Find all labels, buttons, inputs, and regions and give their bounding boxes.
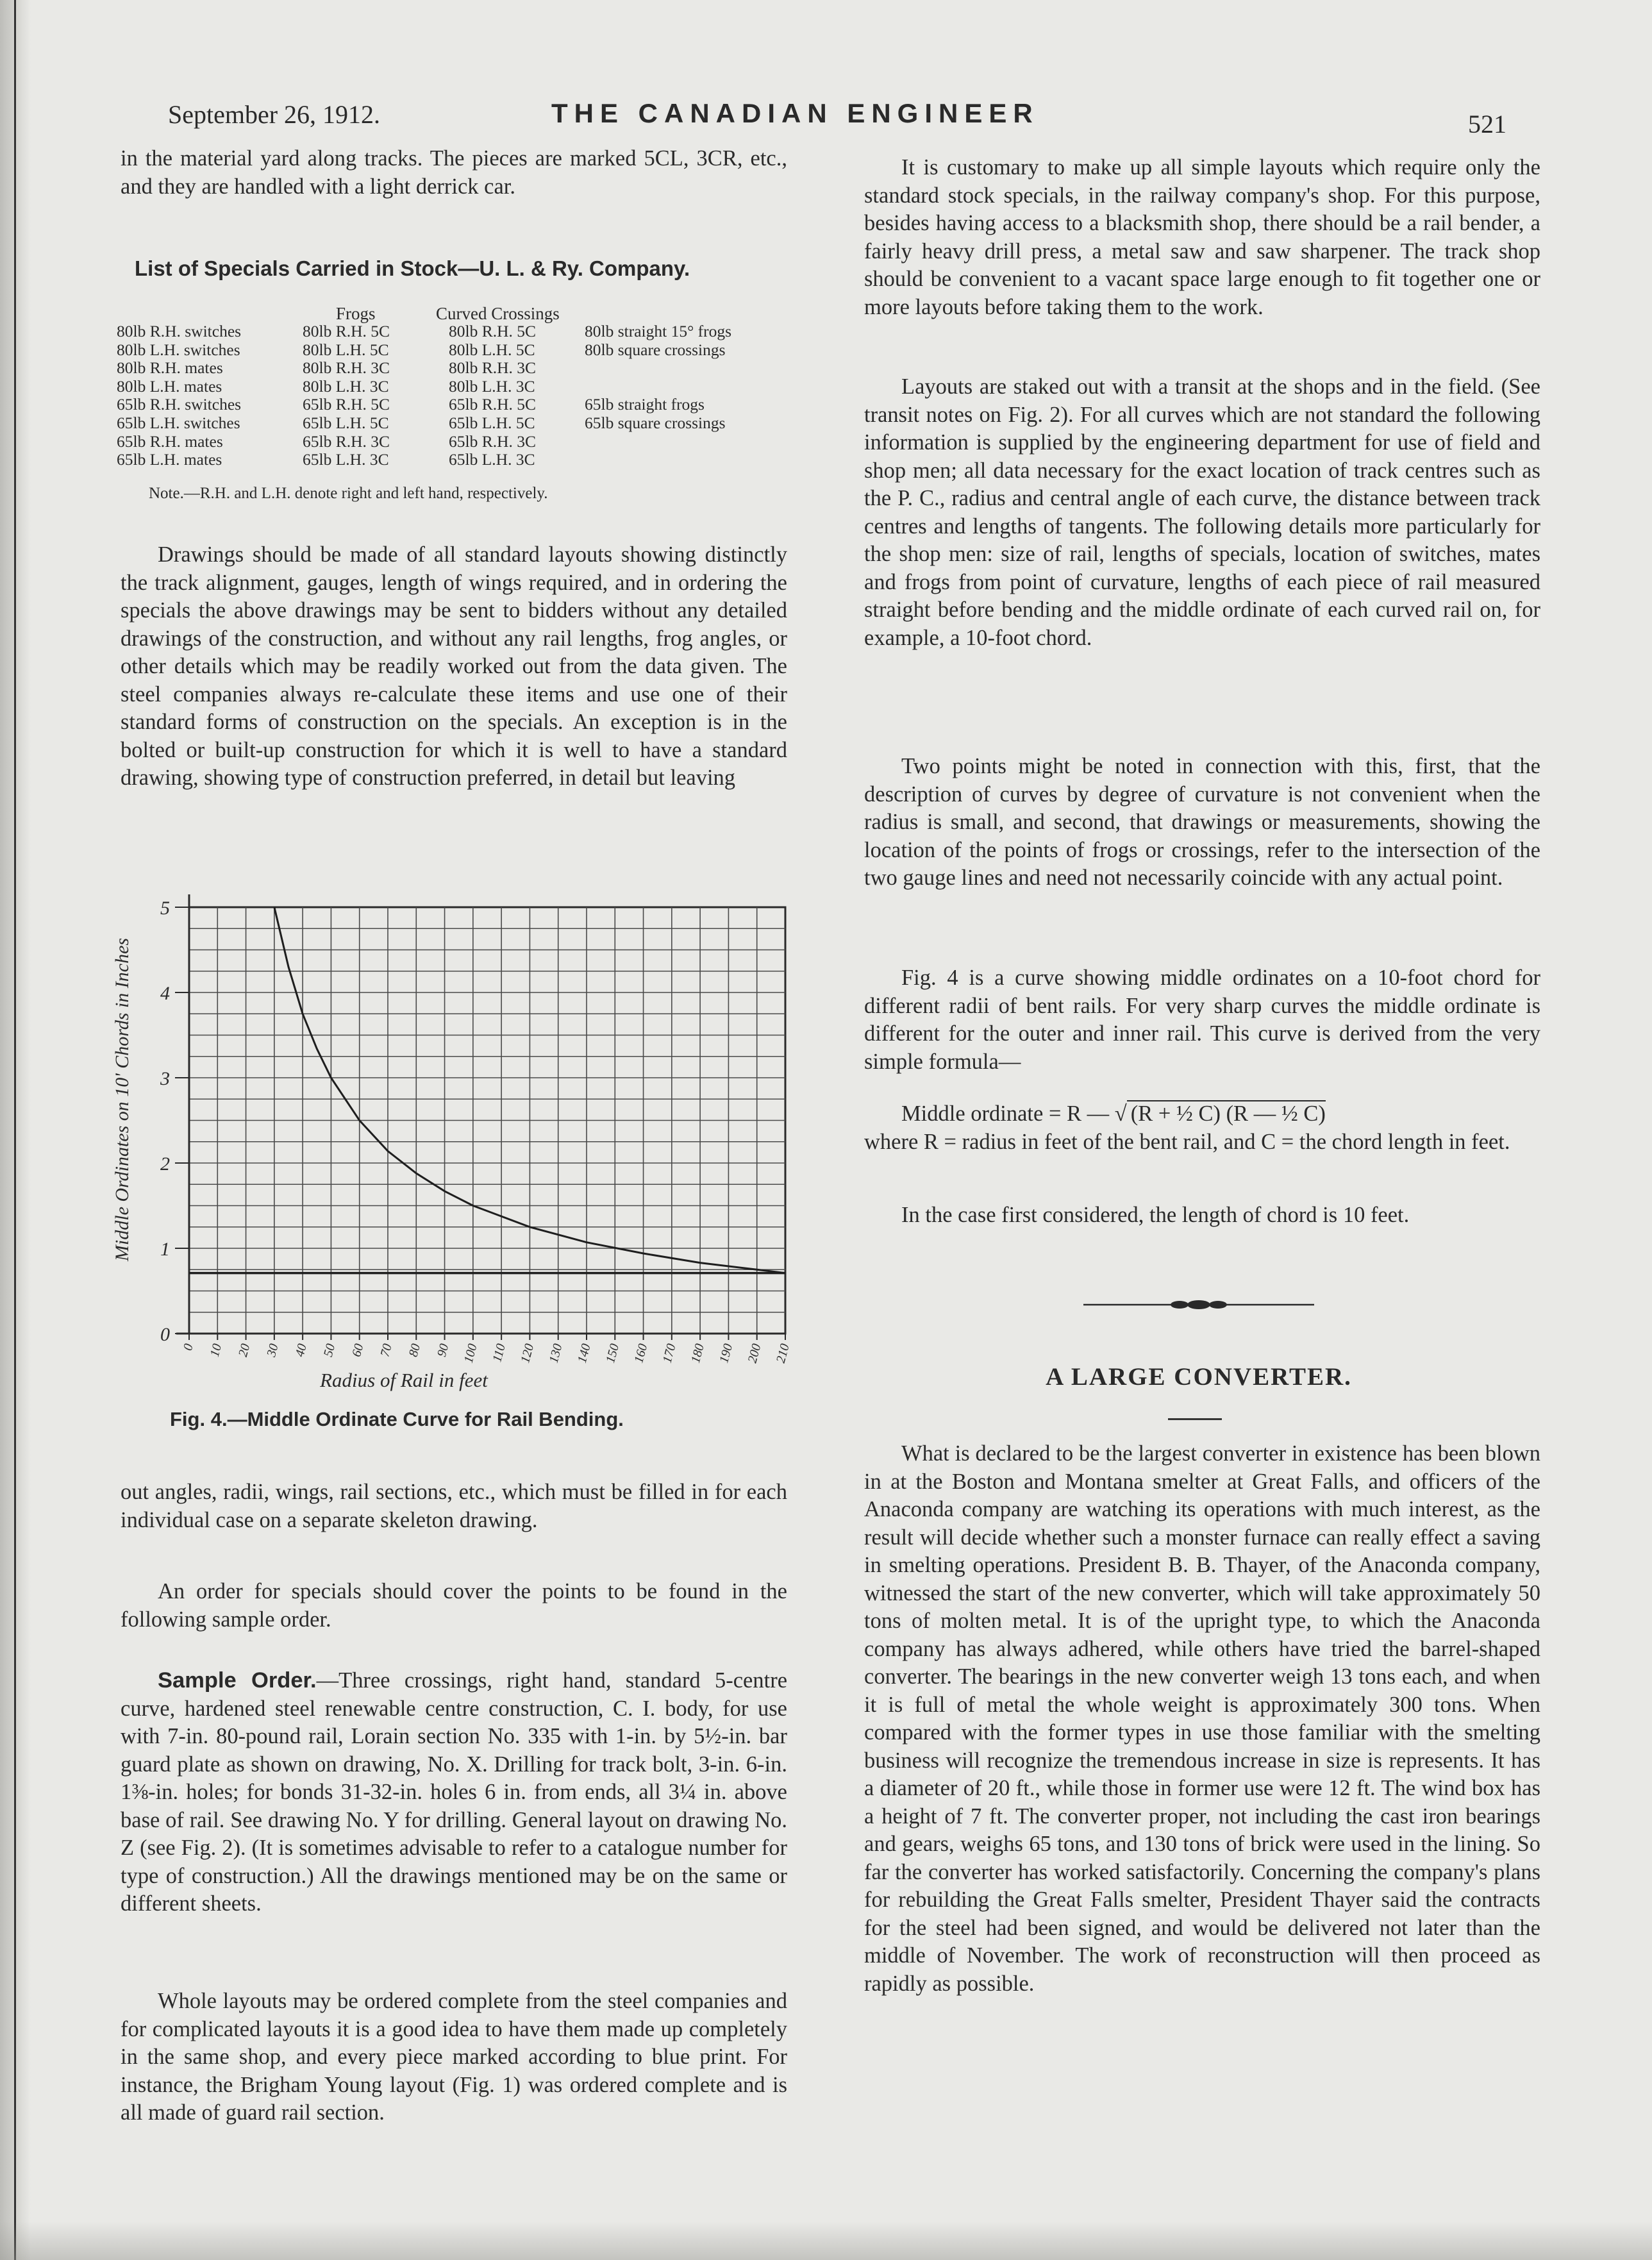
stock-cell <box>585 433 731 451</box>
chart-axes <box>176 894 785 1334</box>
x-tick-label: 0 <box>180 1342 196 1352</box>
converter-paragraph <box>864 1440 1540 1998</box>
stock-col-crossings <box>585 322 731 469</box>
stock-cell: 65lb L.H. 5C <box>303 413 389 432</box>
y-tick-label: 2 <box>160 1153 170 1175</box>
stock-col-curved <box>449 322 536 469</box>
stock-cell: 80lb R.H. switches <box>117 322 242 340</box>
y-tick-label: 1 <box>160 1239 170 1260</box>
x-tick-label: 30 <box>264 1342 281 1359</box>
formula-paragraph <box>864 1100 1540 1156</box>
stock-cell: 65lb R.H. switches <box>117 395 242 414</box>
fig4-chart <box>103 888 801 1401</box>
first-case-text: In the case first considered, the length of chord is 10 feet. <box>901 1203 1410 1227</box>
order-text: An order for specials should cover the points to be found in the following sample order. <box>121 1579 787 1632</box>
stock-cell: 80lb square crossings <box>585 340 726 359</box>
chart-ticks <box>160 898 792 1364</box>
page-number: 521 <box>1468 110 1506 138</box>
x-tick-label: 100 <box>461 1342 480 1365</box>
x-tick-label: 210 <box>773 1342 792 1365</box>
sample-order-paragraph <box>121 1667 787 1918</box>
page-shadow <box>0 2222 1652 2260</box>
x-tick-label: 130 <box>546 1342 565 1365</box>
ornament-divider-icon <box>1083 1295 1314 1314</box>
left-intro-paragraph <box>121 145 787 201</box>
stock-cell: 65lb square crossings <box>585 413 726 432</box>
stock-cell: 80lb R.H. 3C <box>303 358 390 378</box>
stock-cell: 65lb L.H. 3C <box>303 450 389 469</box>
stock-cell: 65lb L.H. 5C <box>449 413 535 432</box>
x-tick-label: 190 <box>717 1342 736 1365</box>
stock-cell: 80lb R.H. 5C <box>449 322 537 340</box>
x-tick-label: 200 <box>745 1342 764 1365</box>
stock-cell: 80lb R.H. 5C <box>303 322 390 340</box>
stock-cell: 65lb L.H. switches <box>117 413 240 432</box>
y-tick-label: 3 <box>160 1068 170 1089</box>
chart-series <box>189 907 785 1273</box>
stock-cell: 65lb R.H. mates <box>117 431 223 451</box>
x-tick-label: 20 <box>235 1342 253 1359</box>
out-angles-paragraph <box>121 1478 787 1534</box>
formula-radicand: (R + ½ C) (R — ½ C) <box>1127 1100 1326 1126</box>
chart-y-label: Middle Ordinates on 10' Chords in Inches <box>112 937 133 1262</box>
stock-cell: 65lb straight frogs <box>585 395 705 414</box>
converter-text: What is declared to be the largest converter in existence has been blown in at the Boston and Montana smelter at Great Falls, and officers of the Anaconda company are watching its operations with much interest, as the result will decide whether such a monster furnace can really effect a saving in smelting operations. President B. B. Thayer, of the Anaconda company, witnessed the start of the new converter, which will take approximately 50 tons of molten metal. It is of the upright type, to which the Anaconda company has always adhered, while others have tried the barrel-shaped converter. The bearings in the new converter weigh 13 tons each, and when it is full of metal the whole weight is approximately 300 tons. When compared with the former types in use those familiar with the smelting business will recognize the tremendous increase in size is represents. It has a diameter of 20 ft., while those in former use were 12 ft. The wind box has a height of 7 ft. The converter proper, not including the cast iron bearings and gears, weighs 65 tons, and 130 tons of brick were used in the lining. So far the converter has worked satisfactorily. Concerning the company's plans for rebuilding the Great Falls smelter, President Thayer said the contracts for the steel had been signed, and would be delivered not later than the middle of November. The work of reconstruction will then proceed as rapidly as possible. <box>864 1441 1540 1996</box>
stock-note: Note.—R.H. and L.H. denote right and left hand, respectively. <box>149 485 548 502</box>
journal-title: THE CANADIAN ENGINEER <box>551 98 1039 128</box>
stock-cell: 80lb R.H. 3C <box>449 358 537 378</box>
binding-edge <box>14 0 16 2260</box>
x-tick-label: 180 <box>688 1342 707 1365</box>
stock-cell <box>585 378 731 396</box>
fig4-paragraph <box>864 964 1540 1076</box>
fig4-caption: Fig. 4.—Middle Ordinate Curve for Rail Bending. <box>170 1408 624 1430</box>
out-angles-text: out angles, radii, wings, rail sections, etc., which must be filled in for each individual case on a separate skeleton drawing. <box>121 1480 787 1532</box>
stock-cell: 65lb R.H. 3C <box>303 431 390 451</box>
customary-text: It is customary to make up all simple layouts which require only the standard stock specials, in the railway company's shop. For this purpose, besides having access to a blacksmith shop, there should be a rail bender, a fairly heavy drill press, a metal saw and saw sharpener. The track shop should be convenient to a vacant space large enough to fit together one or more layouts before taking them to the work. <box>864 155 1540 319</box>
converter-article-title: A LARGE CONVERTER. <box>1046 1363 1352 1391</box>
stock-cell: 80lb L.H. 3C <box>449 376 535 396</box>
formula <box>864 1100 1540 1128</box>
stock-cell: 80lb L.H. 5C <box>303 340 389 359</box>
stock-cell: 80lb R.H. mates <box>117 358 223 378</box>
customary-paragraph <box>864 154 1540 321</box>
stock-cell: 80lb L.H. 3C <box>303 376 389 396</box>
x-tick-label: 150 <box>603 1342 622 1365</box>
sample-order-runin: Sample Order. <box>158 1668 317 1693</box>
layouts-text: Layouts are staked out with a transit at the shops and in the field. (See transit notes on Fig. 2). For all curves which are not standard the following information is supplied by the engineering department for use of field and shop men; all data necessary for the exact location of track centres such as the P. C., radius and central angle of each curve, the distance between track centres and lengths of tangents. The following details more particularly for the shop men: size of rail, lengths of specials, location of switches, mates and frogs from point of curvature, lengths of each piece of rail measured straight before bending and the middle ordinate of each curved rail on, for example, a 10-foot chord. <box>864 374 1540 650</box>
chart-svg <box>103 888 801 1401</box>
stock-header-frogs: Frogs <box>336 304 376 323</box>
stock-cell: 80lb straight 15° frogs <box>585 322 732 340</box>
stock-cell: 65lb R.H. 3C <box>449 431 537 451</box>
x-tick-label: 170 <box>660 1342 679 1365</box>
stock-cell: 65lb L.H. 3C <box>449 450 535 469</box>
stock-cell: 65lb L.H. mates <box>117 450 222 469</box>
drawings-paragraph <box>121 541 787 792</box>
stock-cell: 80lb L.H. switches <box>117 340 240 359</box>
whole-layouts-text: Whole layouts may be ordered complete from the steel companies and for complicated layouts it is a good idea to have them made up completely in the same shop, and every piece marked according to blue print. For instance, the Brigham Young layout (Fig. 1) was ordered complete and is all made of guard rail section. <box>121 1989 787 2125</box>
x-tick-label: 40 <box>292 1342 310 1359</box>
x-tick-label: 80 <box>406 1342 424 1359</box>
x-tick-label: 10 <box>207 1342 225 1359</box>
x-tick-label: 50 <box>321 1342 338 1359</box>
order-paragraph <box>121 1578 787 1634</box>
stock-cell <box>585 451 731 469</box>
stock-cell: 65lb R.H. 5C <box>303 395 390 414</box>
x-tick-label: 110 <box>490 1342 508 1364</box>
two-points-text: Two points might be noted in connection with this, first, that the description of curves by degree of curvature is not convenient when the radius is small, and second, that drawings or measurements, showing the location of the points of frogs or crossings, refer to the intersection of the two gauge lines and need not necessarily coincide with any actual point. <box>864 754 1540 890</box>
stock-header-curved-crossings: Curved Crossings <box>436 304 560 323</box>
stock-cell: 80lb L.H. 5C <box>449 340 535 359</box>
stock-cell: 65lb R.H. 5C <box>449 395 537 414</box>
whole-layouts-paragraph <box>121 1988 787 2127</box>
formula-label: Middle ordinate = R — √ <box>901 1101 1127 1126</box>
stock-cell <box>585 359 731 378</box>
stock-list-title: List of Specials Carried in Stock—U. L. & Ry. Company. <box>135 256 690 280</box>
fig4-text: Fig. 4 is a curve showing middle ordinates on a 10-foot chord for different radii of bent rails. For very sharp curves the middle ordinate is different for the outer and inner rail. This curve is derived from the very simple formula— <box>864 966 1540 1074</box>
x-tick-label: 120 <box>518 1342 537 1365</box>
header-date: September 26, 1912. <box>168 100 381 129</box>
title-rule <box>1168 1418 1222 1420</box>
x-tick-label: 140 <box>574 1342 594 1365</box>
y-tick-label: 0 <box>160 1324 170 1345</box>
y-tick-label: 4 <box>160 983 170 1004</box>
x-tick-label: 60 <box>349 1342 367 1359</box>
stock-cell: 80lb L.H. mates <box>117 376 222 396</box>
sample-order-text: —Three crossings, right hand, standard 5-centre curve, hardened steel renewable centre construction, C. I. body, for use with 7-in. 80-pound rail, Lorain section No. 335 with 1-in. by 5½-in. bar guard plate as shown on drawing, No. X. Drilling for track bolt, 3-in. 6-in. 1⅜-in. holes; for bonds 31-32-in. holes 6 in. from ends, all 3¼ in. above base of rail. See drawing No. Y for drilling. General layout on drawing No. Z (see Fig. 2). (It is sometimes advisable to refer to a catalogue number for type of construction.) All the drawings mentioned may be on the same or different sheets. <box>121 1668 788 1916</box>
where-text: where R = radius in feet of the bent rail, and C = the chord length in feet. <box>864 1129 1510 1154</box>
stock-col-frogs <box>303 322 390 469</box>
layouts-paragraph <box>864 373 1540 652</box>
chart-grid <box>189 907 785 1334</box>
two-points-paragraph <box>864 753 1540 892</box>
stock-col-switches <box>117 322 241 469</box>
intro-text: in the material yard along tracks. The pieces are marked 5CL, 3CR, etc., and they are handled with a light derrick car. <box>121 146 787 199</box>
x-tick-label: 90 <box>434 1342 452 1359</box>
drawings-text: Drawings should be made of all standard layouts showing distinctly the track alignment, gauges, length of wings required, and in ordering the specials the above drawings may be sent to bidders without any detailed drawings of the construction, and without any rail lengths, frog angles, or other details which may be readily worked out from the data given. The steel companies always re-calculate these items and use one of their standard forms of construction on the specials. An exception is in the bolted or built-up construction for which it is well to have a standard drawing, showing type of construction preferred, in detail but leaving <box>121 542 787 790</box>
chart-x-label: Radius of Rail in feet <box>320 1369 488 1391</box>
y-tick-label: 5 <box>160 898 170 919</box>
x-tick-label: 70 <box>378 1342 395 1359</box>
first-case-paragraph <box>864 1201 1540 1230</box>
x-tick-label: 160 <box>631 1342 651 1365</box>
